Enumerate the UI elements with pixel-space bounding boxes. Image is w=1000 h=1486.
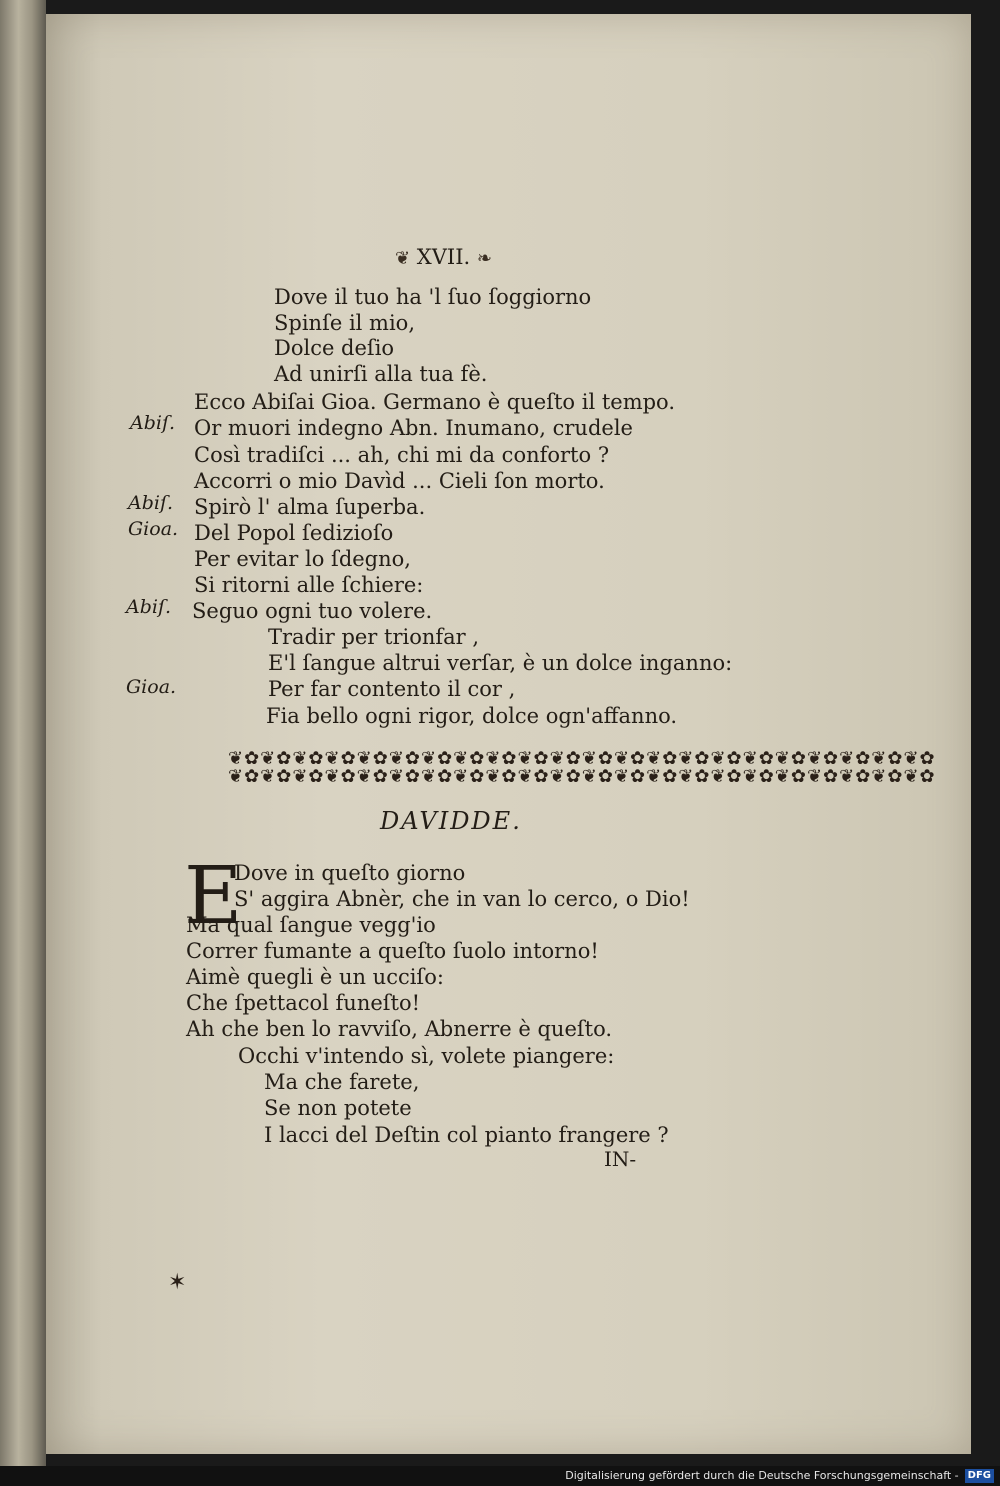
- verse-line: Ad unirſi alla tua fè.: [274, 362, 488, 386]
- dialogue-line: Del Popol ſedizioſo: [194, 521, 394, 545]
- footer-bar: [0, 1466, 1000, 1486]
- ornament-row: ❦✿❦✿❦✿❦✿❦✿❦✿❦✿❦✿❦✿❦✿❦✿❦✿❦✿❦✿❦✿❦✿❦✿❦✿❦✿❦✿❦✿❦✿: [228, 748, 936, 769]
- speaker-label: Abiſ.: [130, 412, 176, 434]
- dialogue-line: Così tradiſci ... ah, chi mi da conforto ?: [194, 443, 610, 467]
- verse-line: Dove il tuo ha 'l ſuo ſoggiorno: [274, 285, 592, 309]
- speaker-label: Gioa.: [128, 518, 179, 540]
- fleuron-left-icon: ❦: [395, 248, 411, 269]
- recitative-line: S' aggira Abnèr, che in van lo cerco, o Dio!: [234, 887, 690, 911]
- recitative-line: Che ſpettacol funeſto!: [186, 991, 421, 1015]
- speaker-label: Gioa.: [126, 676, 177, 698]
- section-title: DAVIDDE.: [380, 807, 522, 835]
- aria-line: Ma che farete,: [264, 1070, 420, 1094]
- footer-credit: Digitalisierung gefördert durch die Deutsche Forschungsgemeinschaft -: [565, 1469, 959, 1482]
- recitative-line: Correr fumante a queſto ſuolo intorno!: [186, 939, 599, 963]
- ink-blot: ✶: [168, 1270, 187, 1295]
- aria-line: Se non potete: [264, 1096, 412, 1120]
- speaker-label: Abiſ.: [128, 492, 174, 514]
- speaker-label: Abiſ.: [126, 596, 172, 618]
- catchword: IN-: [604, 1147, 637, 1171]
- verse-line: Dolce deſio: [274, 336, 395, 360]
- dialogue-line: Or muori indegno Abn. Inumano, crudele: [194, 416, 633, 440]
- dialogue-line: Si ritorni alle ſchiere:: [194, 573, 424, 597]
- aria-line: E'l ſangue altrui verſar, è un dolce inganno:: [268, 651, 733, 675]
- dialogue-line: Ecco Abiſai Gioa. Germano è queſto il tempo.: [194, 390, 676, 414]
- dialogue-line: Spirò l' alma ſuperba.: [194, 495, 426, 519]
- aria-line: I lacci del Deſtin col pianto frangere ?: [264, 1123, 669, 1147]
- book-spine: [0, 0, 46, 1466]
- recitative-line: Dove in queſto giorno: [234, 861, 466, 885]
- dialogue-line: Seguo ogni tuo volere.: [192, 599, 433, 623]
- drop-cap: E: [184, 849, 243, 942]
- aria-line: Tradir per trionfar ,: [268, 625, 480, 649]
- recitative-line: Aimè quegli è un ucciſo:: [186, 965, 444, 989]
- recitative-line: Ma qual ſangue vegg'io: [186, 913, 436, 937]
- aria-line: Fia bello ogni rigor, dolce ogn'affanno.: [266, 704, 678, 728]
- dfg-logo-icon: DFG: [965, 1469, 994, 1483]
- book-page: [46, 14, 971, 1454]
- dialogue-line: Per evitar lo ſdegno,: [194, 547, 411, 571]
- page-header: [395, 244, 492, 272]
- ornament-row: ❦✿❦✿❦✿❦✿❦✿❦✿❦✿❦✿❦✿❦✿❦✿❦✿❦✿❦✿❦✿❦✿❦✿❦✿❦✿❦✿❦✿❦✿: [228, 766, 936, 787]
- recitative-line: Ah che ben lo ravviſo, Abnerre è queſto.: [186, 1017, 613, 1041]
- fleuron-right-icon: ❧: [476, 248, 492, 269]
- page-number: XVII.: [416, 245, 471, 269]
- aria-line: Per far contento il cor ,: [268, 677, 516, 701]
- printer-ornament-band: [228, 748, 936, 787]
- aria-line: Occhi v'intendo sì, volete piangere:: [238, 1044, 615, 1068]
- verse-line: Spinſe il mio,: [274, 311, 416, 335]
- dialogue-line: Accorri o mio Davìd ... Cieli ſon morto.: [194, 469, 605, 493]
